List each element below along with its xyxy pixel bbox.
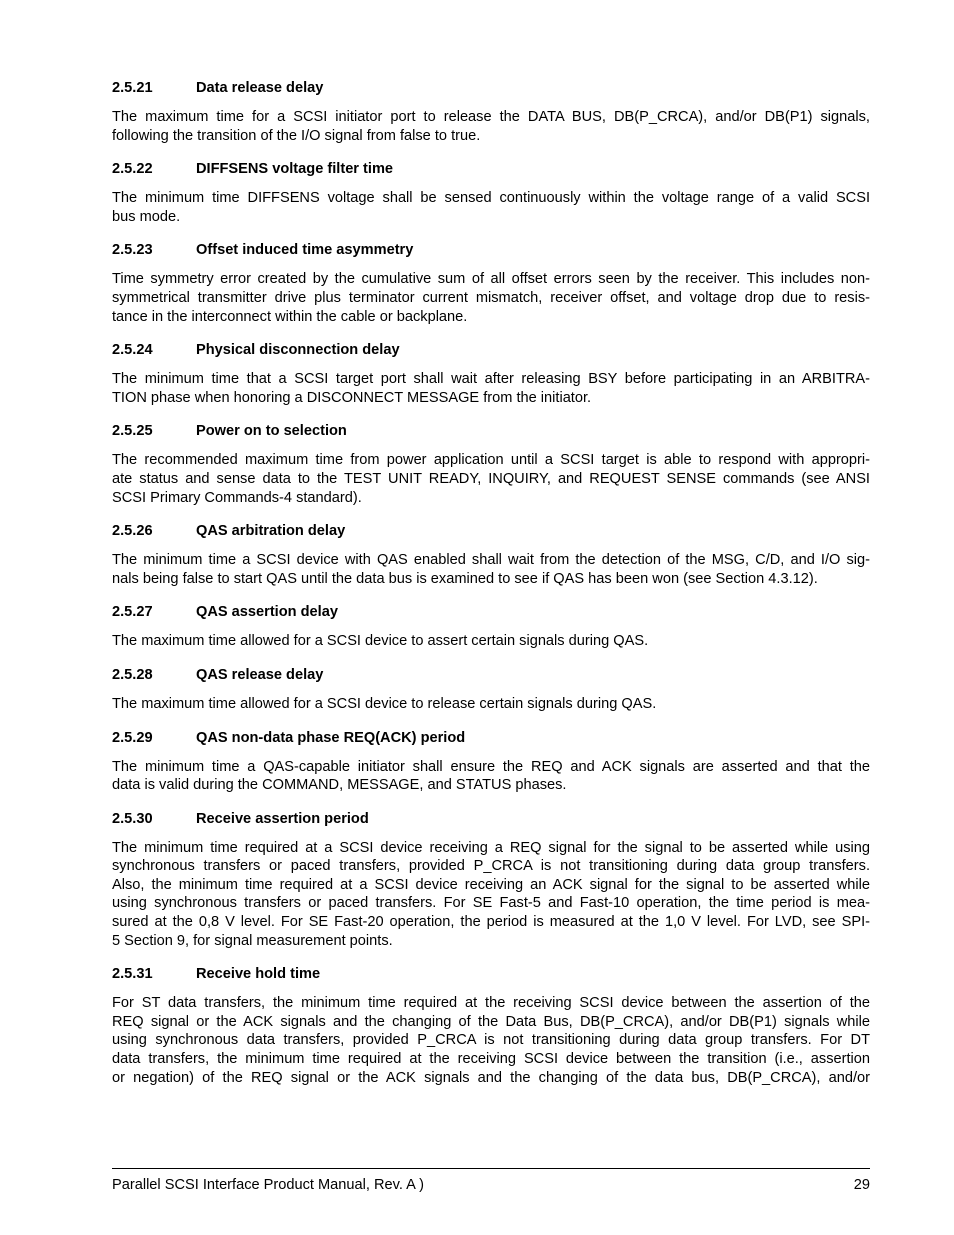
section-number: 2.5.26	[112, 523, 153, 540]
section-paragraph	[112, 839, 870, 951]
page-content	[112, 78, 870, 1101]
section-number: 2.5.24	[112, 342, 153, 359]
paragraph-line: SCSI Primary Commands-4 standard).	[112, 489, 362, 506]
section-number: 2.5.29	[112, 729, 153, 746]
paragraph-line: The minimum time that a SCSI target port shall wait after releasing BSY before participating in an ARBITRA-	[112, 371, 870, 388]
footer-rule	[112, 1168, 870, 1169]
section-heading	[112, 809, 870, 829]
section-number: 2.5.22	[112, 161, 153, 178]
section-heading	[112, 78, 870, 98]
paragraph-line: The maximum time allowed for a SCSI device to assert certain signals during QAS.	[112, 633, 649, 650]
section-2-5-27	[112, 602, 870, 651]
section-title: Data release delay	[196, 80, 324, 96]
paragraph-line: sured at the 0,8 V level. For SE Fast-20 operation, the period is measured at the 1,0 V level. For LVD, see SPI-	[112, 914, 870, 931]
section-title: Power on to selection	[196, 423, 347, 440]
paragraph-line: nals being false to start QAS until the data bus is examined to see if QAS has been won (see Section 4.3.12).	[112, 570, 818, 587]
section-paragraph	[112, 451, 870, 507]
section-title: QAS release delay	[196, 666, 324, 683]
footer-page-number: 29	[853, 1177, 870, 1193]
section-heading	[112, 602, 870, 622]
section-paragraph	[112, 108, 870, 145]
section-2-5-29	[112, 728, 870, 795]
section-title: Physical disconnection delay	[196, 342, 400, 359]
paragraph-line: The minimum time a SCSI device with QAS enabled shall wait from the detection of the MSG, C/D, and I/O sig-	[112, 552, 870, 569]
paragraph-line: data is valid during the COMMAND, MESSAGE, and STATUS phases.	[112, 777, 567, 794]
section-number: 2.5.27	[112, 604, 153, 621]
section-2-5-30	[112, 809, 870, 951]
paragraph-line: The minimum time a QAS-capable initiator shall ensure the REQ and ACK signals are asserted and that the	[112, 758, 870, 775]
section-number: 2.5.21	[112, 80, 153, 96]
section-title: QAS arbitration delay	[196, 523, 346, 540]
paragraph-line: following the transition of the I/O signal from false to true.	[112, 127, 481, 144]
section-number: 2.5.25	[112, 423, 153, 440]
section-title: DIFFSENS voltage filter time	[196, 161, 394, 178]
paragraph-line: The recommended maximum time from power application until a SCSI target is able to respond with appropri-	[112, 452, 870, 469]
section-title: Offset induced time asymmetry	[196, 242, 414, 259]
paragraph-line: ate status and sense data to the TEST UNIT READY, INQUIRY, and REQUEST SENSE commands (see ANSI	[112, 470, 870, 487]
section-heading	[112, 421, 870, 441]
section-title: QAS assertion delay	[196, 604, 338, 621]
section-paragraph	[112, 758, 870, 795]
section-number: 2.5.23	[112, 242, 153, 259]
paragraph-line: Time symmetry error created by the cumulative sum of all offset errors seen by the receiver. This includes non-	[112, 271, 870, 288]
section-2-5-31	[112, 964, 870, 1087]
section-2-5-26	[112, 521, 870, 588]
paragraph-line: The minimum time DIFFSENS voltage shall be sensed continuously within the voltage range of a valid SCSI	[112, 190, 870, 207]
paragraph-line: using synchronous data transfers, provided P_CRCA is not transitioning during data group transfers. For DT	[112, 1032, 870, 1049]
section-number: 2.5.31	[112, 966, 153, 983]
section-2-5-21	[112, 78, 870, 145]
section-2-5-24	[112, 340, 870, 407]
section-number: 2.5.28	[112, 666, 153, 683]
paragraph-line: REQ signal or the ACK signals and the changing of the Data Bus, DB(P_CRCA), and/or DB(P1) signals while	[112, 1013, 870, 1030]
section-number: 2.5.30	[112, 810, 153, 827]
paragraph-line: using synchronous transfers or paced transfers. For SE Fast-5 and Fast-10 operation, the time period is mea-	[112, 895, 870, 912]
paragraph-line: The maximum time for a SCSI initiator port to release the DATA BUS, DB(P_CRCA), and/or DB(P1) signals,	[112, 109, 870, 125]
paragraph-line: or negation) of the REQ signal or the ACK signals and the changing of the data bus, DB(P_CRCA), and/or	[112, 1069, 870, 1086]
paragraph-line: bus mode.	[112, 208, 181, 225]
paragraph-line: tance in the interconnect within the cable or backplane.	[112, 308, 468, 325]
section-paragraph	[112, 994, 870, 1087]
section-2-5-25	[112, 421, 870, 507]
paragraph-line: synchronous transfers or paced transfers, provided P_CRCA is not transitioning during data group transfers.	[112, 858, 870, 875]
section-paragraph	[112, 551, 870, 588]
paragraph-line: For ST data transfers, the minimum time required at the receiving SCSI device between the assertion of the	[112, 995, 870, 1012]
paragraph-line: TION phase when honoring a DISCONNECT MESSAGE from the initiator.	[112, 389, 592, 406]
section-heading	[112, 964, 870, 984]
paragraph-line: Also, the minimum time required at a SCSI device receiving an ACK signal for the signal to be asserted while	[112, 876, 870, 893]
section-2-5-22	[112, 159, 870, 226]
paragraph-line: symmetrical transmitter drive plus terminator current mismatch, receiver offset, and voltage drop due to resis-	[112, 289, 870, 306]
footer-document-title: Parallel SCSI Interface Product Manual, Rev. A )	[112, 1177, 425, 1193]
section-title: QAS non-data phase REQ(ACK) period	[196, 729, 466, 746]
section-paragraph	[112, 189, 870, 226]
section-paragraph	[112, 370, 870, 407]
section-heading	[112, 521, 870, 541]
paragraph-line: The maximum time allowed for a SCSI device to release certain signals during QAS.	[112, 695, 657, 712]
paragraph-line: data transfers, the minimum time required at the receiving SCSI device between the transition (i.e., assertion	[112, 1051, 870, 1068]
section-title: Receive hold time	[196, 966, 321, 983]
section-heading	[112, 240, 870, 260]
section-heading	[112, 728, 870, 748]
section-title: Receive assertion period	[196, 810, 369, 827]
section-2-5-28	[112, 665, 870, 714]
section-paragraph	[112, 695, 870, 714]
paragraph-line: The minimum time required at a SCSI device receiving a REQ signal for the signal to be asserted while using	[112, 839, 870, 856]
section-paragraph	[112, 632, 870, 651]
section-paragraph	[112, 270, 870, 326]
section-heading	[112, 665, 870, 685]
section-2-5-23	[112, 240, 870, 326]
section-heading	[112, 159, 870, 179]
paragraph-line: 5 Section 9, for signal measurement points.	[112, 932, 393, 949]
section-heading	[112, 340, 870, 360]
